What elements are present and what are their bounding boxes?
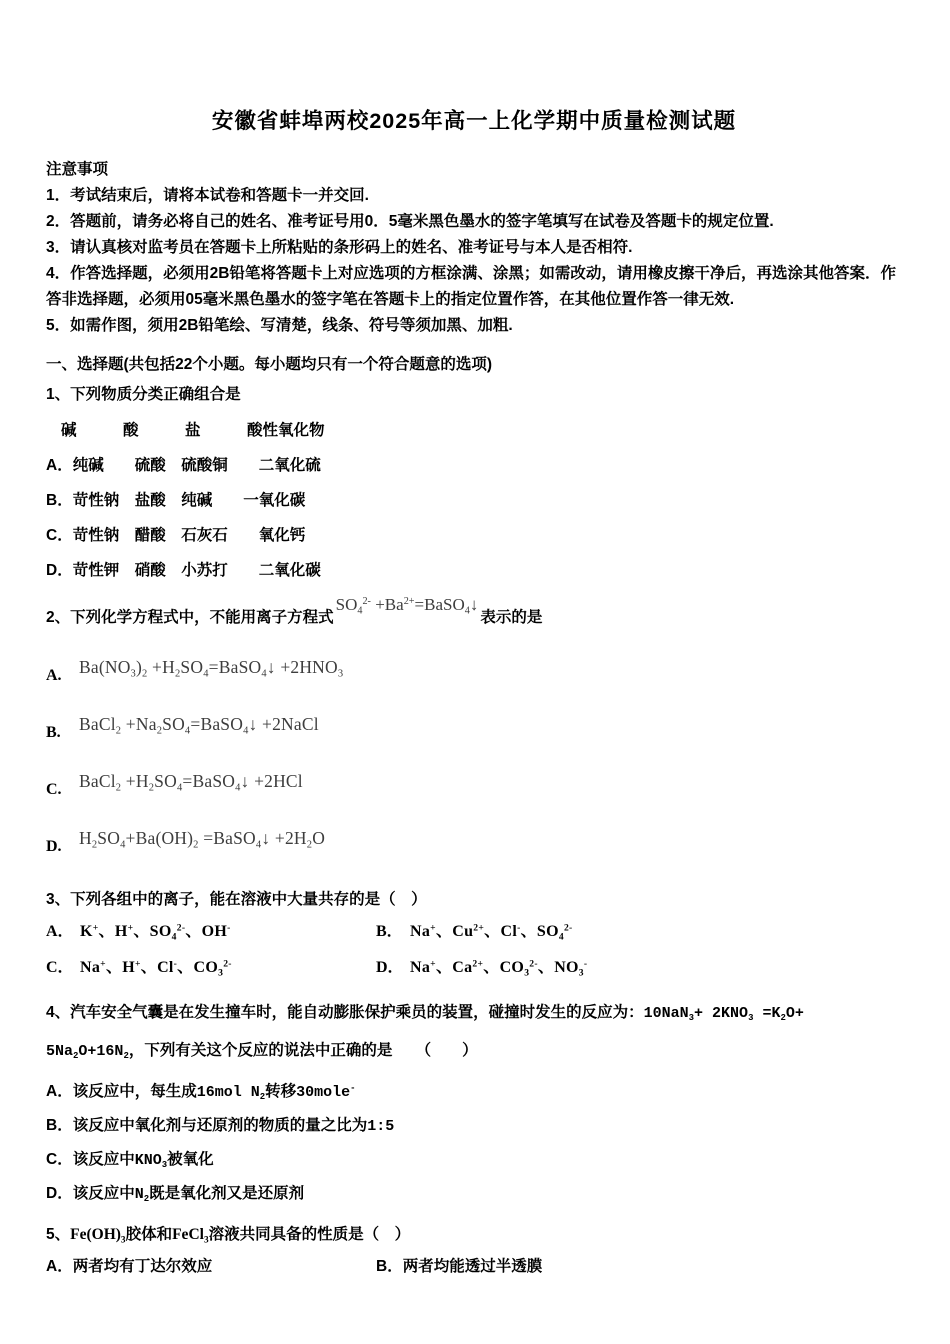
q4-stem: 4、汽车安全气囊是在发生撞车时，能自动膨胀保护乘员的装置，碰撞时发生的反应为：$10NaN_3+ 2KNO_3 =K_2O+$ $5Na_2O+16N_2$，下列有关这个反应的说法中正确的是 （ ） [46, 1004, 804, 1062]
q5-option-b: B．两者均能透过半透膜 [376, 1258, 543, 1275]
q3-option-d-label: D． [376, 959, 404, 976]
q2-option-b-label: B. [46, 724, 61, 741]
q1-option-b: B．苛性钠 盐酸 纯碱 一氧化碳 [46, 492, 306, 509]
q2-option-d-formula: $H_2SO_4+Ba(OH)_2$ =BaSO$_4$↓ $+2H_2O$ [79, 828, 326, 851]
q2-option-d [46, 828, 902, 859]
q3-option-b [376, 920, 902, 944]
q2-stem-formula: $SO_4^{2-}$ $+Ba^{2+}=BaSO_4↓$ [335, 595, 479, 617]
notice-heading: 注意事项 [46, 161, 109, 178]
section-heading: 一、选择题(共包括22个小题。每小题均只有一个符合题意的选项) [46, 356, 493, 373]
q2-stem [46, 595, 902, 631]
q1-option-a: A．纯碱 硫酸 硫酸铜 二氧化硫 [46, 457, 321, 474]
notice-item-5: 5．如需作图，须用2B铅笔绘、写清楚，线条、符号等须加黑、加粗. [46, 317, 513, 334]
q2-option-c-label: C. [46, 781, 62, 798]
q2-option-c-formula: BaCl$_2$ $+H_2SO_4=BaSO_4↓ +2HCl$ [79, 771, 303, 794]
q2-option-a [46, 657, 902, 688]
q3-option-a-label: A． [46, 923, 74, 940]
q1-stem: 1、下列物质分类正确组合是 [46, 386, 241, 403]
exam-title: 安徽省蚌埠两校2025年高一上化学期中质量检测试题 [211, 109, 737, 133]
q5-stem: 5、$Fe(OH)_3$胶体和FeCl$_3$溶液共同具备的性质是（ ） [46, 1226, 411, 1246]
q1-option-c: C．苛性钠 醋酸 石灰石 氧化钙 [46, 527, 306, 544]
q2-option-b-formula: BaCl$_2$ $+Na_2SO_4=BaSO_4↓$ +2NaCl [79, 714, 319, 737]
q3-option-d [376, 956, 902, 980]
q3-option-c-label: C． [46, 959, 74, 976]
q3-option-c [46, 956, 376, 980]
notice-item-2: 2．答题前，请务必将自己的姓名、准考证号用0．5毫米黑色墨水的签字笔填写在试卷及答题卡的规定位置. [46, 213, 774, 230]
q2-stem-prefix: 2、下列化学方程式中，不能用离子方程式 [46, 609, 334, 626]
q2-stem-suffix: 表示的是 [480, 609, 543, 626]
q3-stem: 3、下列各组中的离子，能在溶液中大量共存的是（ ） [46, 891, 427, 908]
q4-option-a: A．该反应中，每生成16mol $N_2$转移30mole- [46, 1083, 356, 1103]
q4-option-d: D．该反应中$N_2$既是氧化剂又是还原剂 [46, 1185, 305, 1205]
q3-option-b-label: B． [376, 923, 403, 940]
notice-item-4: 4．作答选择题，必须用2B铅笔将答题卡上对应选项的方框涂满、涂黑；如需改动，请用橡皮擦干净后，再选涂其他答案．作答非选择题，必须用05毫米黑色墨水的签字笔在答题卡上的指定位置作答，在其他位置作答一律无效. [46, 265, 896, 308]
q5-options [46, 1256, 902, 1278]
q2-option-a-label: A. [46, 667, 62, 684]
q1-option-d: D．苛性钾 硝酸 小苏打 二氧化碳 [46, 562, 321, 579]
q3-options [46, 920, 902, 980]
q4-option-b: B．该反应中氧化剂与还原剂的物质的量之比为1:5 [46, 1117, 395, 1135]
notice-item-3: 3．请认真核对监考员在答题卡上所粘贴的条形码上的姓名、准考证号与本人是否相符. [46, 239, 633, 256]
q3-option-a-ions: K+、H+、$SO_4^{2-}$、OH- [80, 922, 231, 943]
q3-option-a [46, 920, 376, 944]
q1-categories: 碱 酸 盐 酸性氧化物 [61, 422, 325, 439]
q2-option-a-formula: $Ba(NO_3)_2$ $+H_2SO_4=BaSO_4↓ +2HNO_3$ [79, 657, 344, 680]
q2-option-d-label: D. [46, 838, 62, 855]
q2-option-b [46, 714, 902, 745]
q3-option-b-ions: Na+、$Cu^{2+}$、Cl-、$SO_4^{2-}$ [410, 922, 573, 943]
notice-item-1: 1．考试结束后，请将本试卷和答题卡一并交回. [46, 187, 369, 204]
q3-option-c-ions: Na+、H+、Cl-、$CO_3^{2-}$ [80, 958, 232, 979]
q4-option-c: C．该反应中$KNO_3$被氧化 [46, 1151, 214, 1171]
q5-option-a: A．两者均有丁达尔效应 [46, 1258, 213, 1275]
q2-option-c [46, 771, 902, 802]
q3-option-d-ions: Na+、$Ca^{2+}$、$CO_3^{2-}$、$NO_3^-$ [410, 958, 588, 979]
